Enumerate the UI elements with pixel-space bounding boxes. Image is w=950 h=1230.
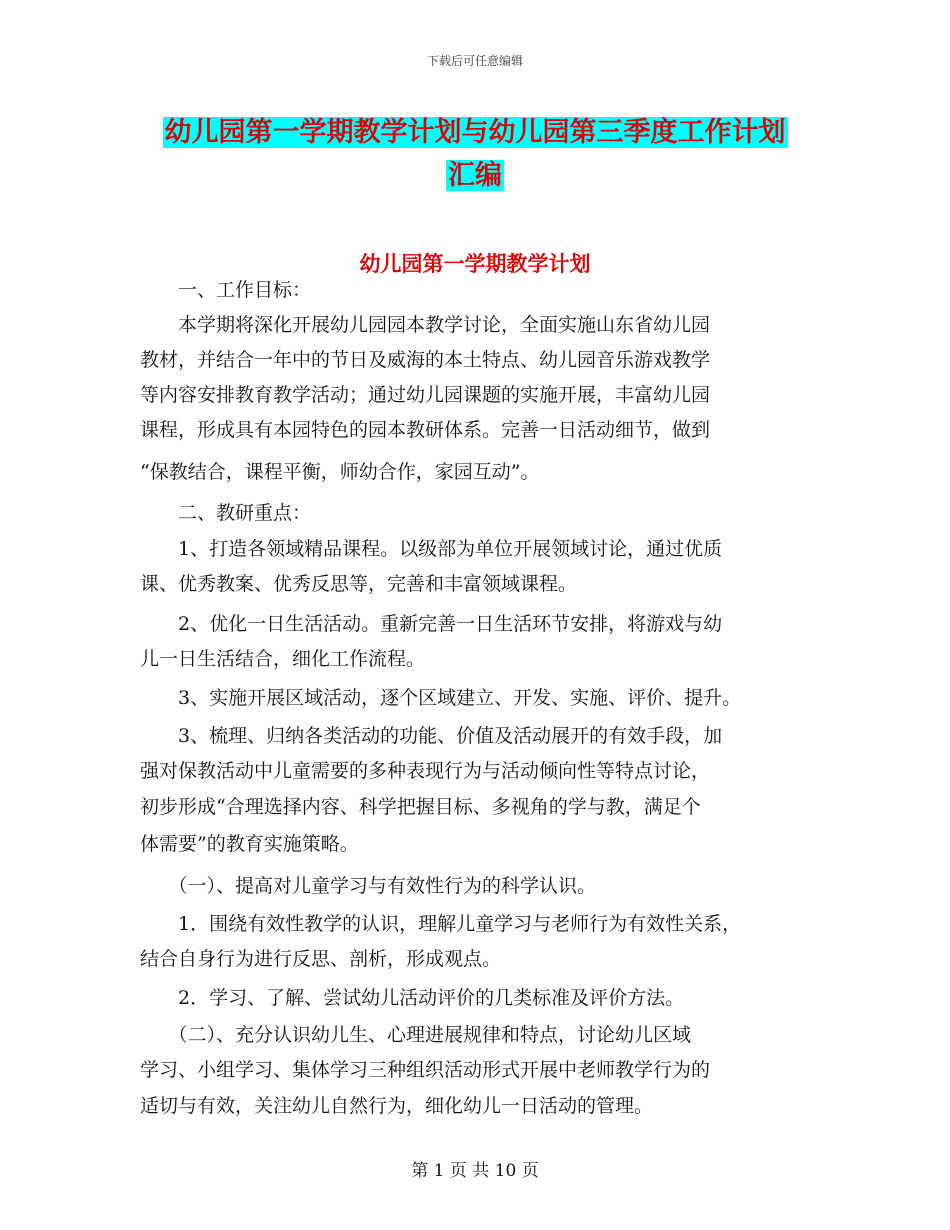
body-line: 1．围绕有效性教学的认识，理解儿童学习与老师行为有效性关系， bbox=[140, 913, 742, 935]
body-line: 体需要”的教育实施策略。 bbox=[140, 833, 359, 855]
page-number-footer: 第 1 页 共 10 页 bbox=[411, 1161, 539, 1181]
body-line: 儿一日生活结合，细化工作流程。 bbox=[140, 648, 426, 670]
body-line: 3、梳理、归纳各类活动的功能、价值及活动展开的有效手段，加 bbox=[140, 725, 723, 747]
body-line: （一）、提高对儿童学习与有效性行为的科学认识。 bbox=[140, 875, 597, 897]
body-line: 2．学习、了解、尝试幼儿活动评价的几类标准及评价方法。 bbox=[140, 987, 685, 1009]
section-title: 幼儿园第一学期教学计划 bbox=[359, 252, 591, 276]
body-line: 3、实施开展区域活动，逐个区域建立、开发、实施、评价、提升。 bbox=[140, 687, 742, 709]
body-line: 二、教研重点： bbox=[140, 502, 312, 524]
body-line: 结合自身行为进行反思、剖析，形成观点。 bbox=[140, 948, 502, 970]
body-line: 适切与有效，关注幼儿自然行为，细化幼儿一日活动的管理。 bbox=[140, 1095, 654, 1117]
body-line: 强对保教活动中儿童需要的多种表现行为与活动倾向性等特点讨论， bbox=[140, 760, 711, 782]
body-line: 1、打造各领域精品课程。以级部为单位开展领域讨论，通过优质 bbox=[140, 538, 723, 560]
body-line: 初步形成“合理选择内容、科学把握目标、多视角的学与教，满足个 bbox=[140, 796, 701, 818]
body-line: 本学期将深化开展幼儿园园本教学讨论，全面实施山东省幼儿园 bbox=[140, 314, 711, 336]
body-line: “保教结合，课程平衡，师幼合作，家园互动”。 bbox=[140, 461, 540, 483]
document-title-line-2 bbox=[0, 158, 950, 194]
body-line: 一、工作目标： bbox=[140, 279, 312, 301]
body-line: 教材，并结合一年中的节日及威海的本土特点、幼儿园音乐游戏教学 bbox=[140, 349, 711, 371]
document-title-line-1 bbox=[0, 115, 950, 151]
body-line: （二）、充分认识幼儿生、心理进展规律和特点，讨论幼儿区域 bbox=[140, 1024, 692, 1046]
body-line: 等内容安排教育教学活动；通过幼儿园课题的实施开展，丰富幼儿园 bbox=[140, 384, 711, 406]
document-title-text: 幼儿园第一学期教学计划与幼儿园第三季度工作计划 bbox=[164, 117, 786, 148]
document-title-text: 汇编 bbox=[448, 160, 502, 191]
body-line: 课、优秀教案、优秀反思等，完善和丰富领域课程。 bbox=[140, 573, 578, 595]
body-line: 2、优化一日生活活动。重新完善一日生活环节安排，将游戏与幼 bbox=[140, 613, 723, 635]
header-note: 下载后可任意编辑 bbox=[426, 54, 523, 68]
body-line: 课程，形成具有本园特色的园本教研体系。完善一日活动细节，做到 bbox=[140, 419, 711, 441]
body-line: 学习、小组学习、集体学习三种组织活动形式开展中老师教学行为的 bbox=[140, 1059, 711, 1081]
